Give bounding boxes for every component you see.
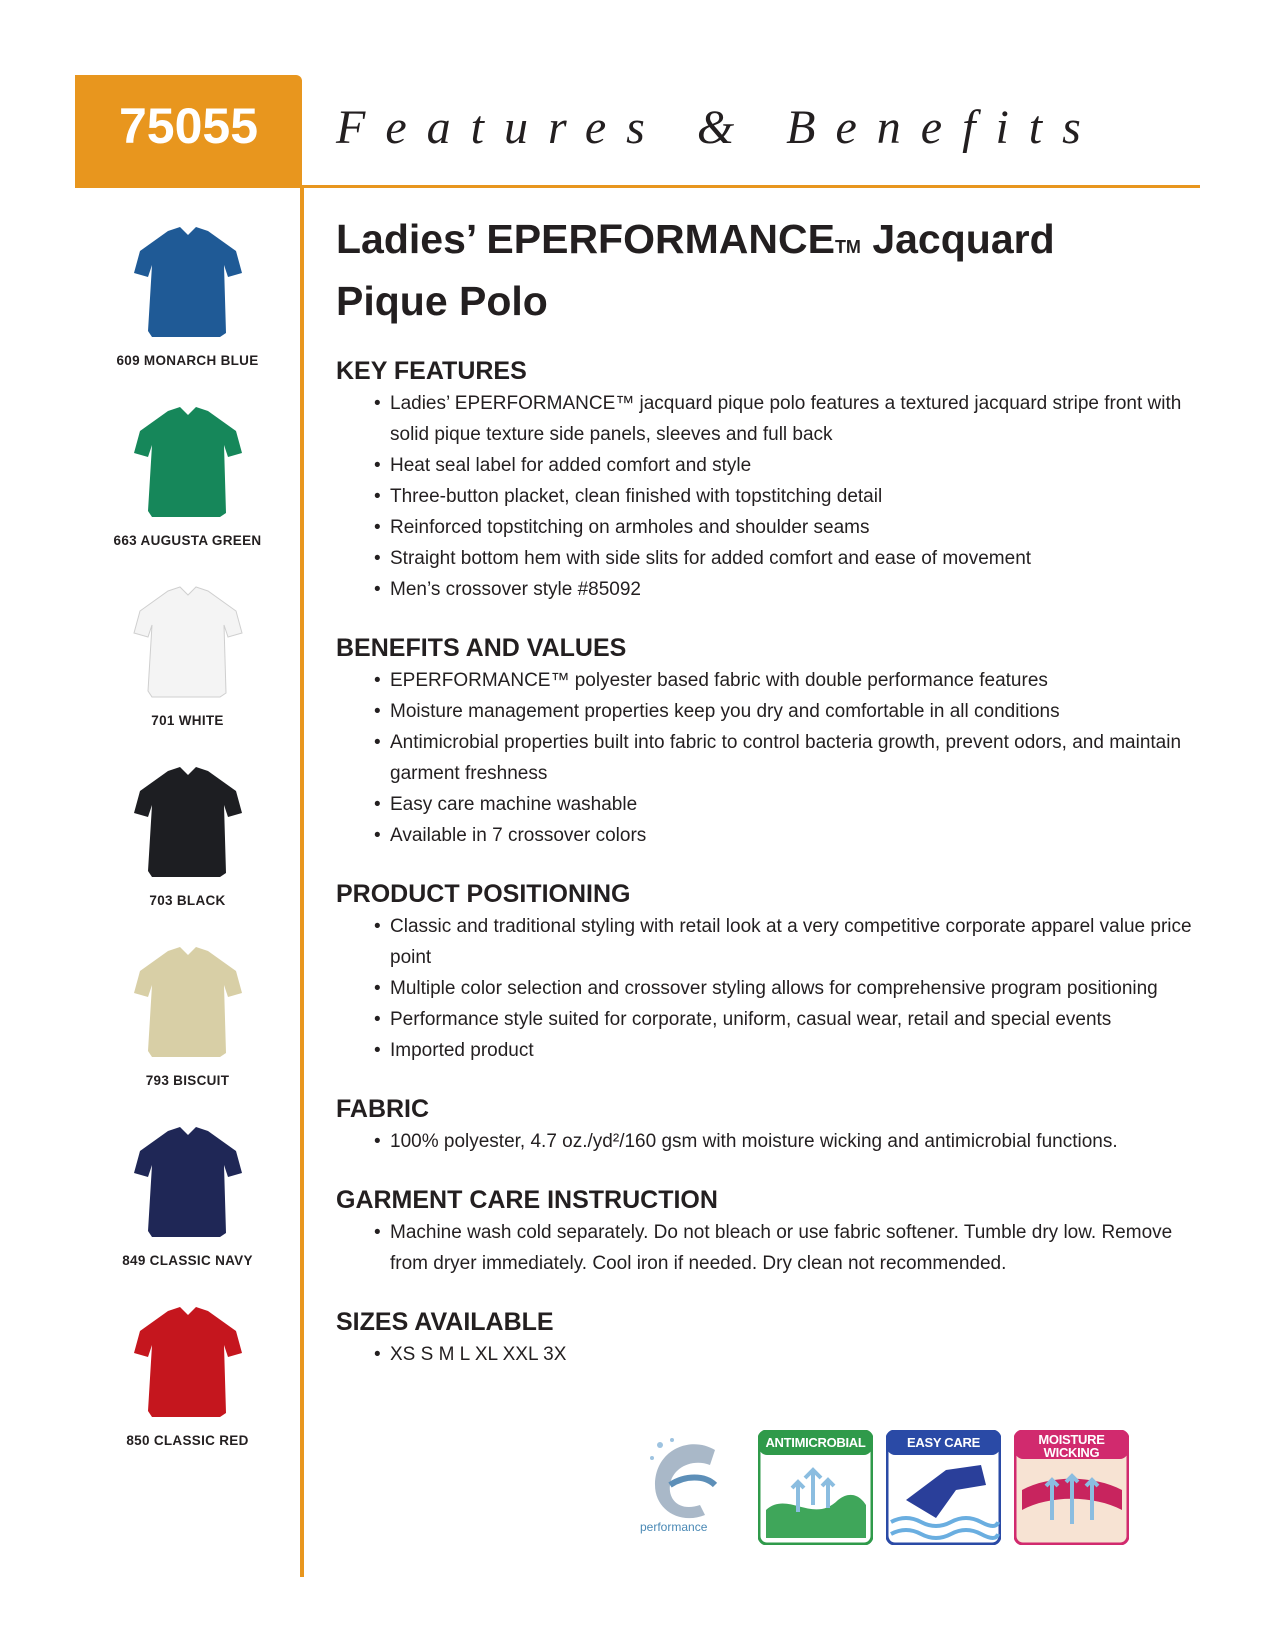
main-content (336, 212, 1196, 1370)
eperformance-logo-text: performance (640, 1520, 708, 1534)
swatch-classic-navy (100, 1125, 275, 1305)
trademark-mark: TM (834, 237, 861, 257)
bullet-list (336, 665, 1196, 851)
swatch-label: 663 AUGUSTA GREEN (113, 533, 262, 548)
polo-shirt-icon (128, 945, 248, 1065)
bullet-item: • Classic and traditional styling with retail look at a very competitive corporate apparel value price point (374, 911, 1196, 973)
section-heading: SIZES AVAILABLE (336, 1308, 554, 1336)
bullet-list (336, 911, 1196, 1066)
bullet-item: • Performance style suited for corporate, uniform, casual wear, retail and special events (374, 1004, 1196, 1035)
bullet-item: • Machine wash cold separately. Do not bleach or use fabric softener. Tumble dry low. Remove from dryer immediately. Cool iron if needed. Dry clean not recommended. (374, 1217, 1196, 1279)
polo-shirt-icon (128, 1305, 248, 1425)
section-care (336, 1185, 1196, 1279)
bullet-item: • Multiple color selection and crossover styling allows for comprehensive program positioning (374, 973, 1196, 1004)
easy-care-badge (886, 1430, 1001, 1545)
style-number: 75055 (118, 98, 259, 154)
swatch-label: 849 CLASSIC NAVY (122, 1253, 253, 1268)
moisture-label-line1: MOISTURE (1038, 1432, 1105, 1447)
bullet-item: • Reinforced topstitching on armholes and shoulder seams (374, 512, 1196, 543)
swatch-biscuit (100, 945, 275, 1125)
polo-shirt-icon (128, 765, 248, 885)
section-sizes (336, 1307, 1196, 1370)
polo-shirt-icon (128, 1125, 248, 1245)
section-fabric (336, 1094, 1196, 1157)
section-heading: FABRIC (336, 1095, 430, 1123)
section-heading: KEY FEATURES (336, 357, 527, 385)
swatch-label: 850 CLASSIC RED (126, 1433, 249, 1448)
product-title-part1: Ladies’ EPERFORMANCE (336, 216, 835, 262)
product-title-line2: Pique Polo (336, 278, 548, 324)
swatch-classic-red (100, 1305, 275, 1485)
bullet-item: • XS S M L XL XXL 3X (374, 1339, 1196, 1370)
section-positioning (336, 879, 1196, 1066)
polo-shirt-icon (128, 405, 248, 525)
polo-shirt-icon (128, 585, 248, 705)
moisture-label-line2: WICKING (1043, 1445, 1100, 1460)
bullet-item: • Ladies’ EPERFORMANCE™ jacquard pique polo features a textured jacquard stripe front with solid pique texture side panels, sleeves and full back (374, 388, 1196, 450)
bullet-list (336, 388, 1196, 605)
bullet-list (336, 1126, 1196, 1157)
swatch-label: 701 WHITE (151, 713, 224, 728)
bullet-item: • Easy care machine washable (374, 789, 1196, 820)
swatch-label: 793 BISCUIT (145, 1073, 230, 1088)
swatch-black (100, 765, 275, 945)
style-number-tab (75, 75, 302, 187)
antimicrobial-badge (758, 1430, 873, 1545)
bullet-item: • Men’s crossover style #85092 (374, 574, 1196, 605)
section-heading: GARMENT CARE INSTRUCTION (336, 1186, 718, 1214)
bullet-item: • Heat seal label for added comfort and style (374, 450, 1196, 481)
bullet-item: • Imported product (374, 1035, 1196, 1066)
bullet-item: • EPERFORMANCE™ polyester based fabric with double performance features (374, 665, 1196, 696)
swatch-augusta-green (100, 405, 275, 585)
bullet-item: • Three-button placket, clean finished with topstitching detail (374, 481, 1196, 512)
swatch-label: 609 MONARCH BLUE (116, 353, 259, 368)
product-title (336, 212, 1196, 328)
bullet-item: • Moisture management properties keep you dry and comfortable in all conditions (374, 696, 1196, 727)
section-heading: BENEFITS AND VALUES (336, 634, 627, 662)
product-title-part2: Jacquard (860, 216, 1055, 262)
vertical-divider (300, 187, 304, 1577)
section-benefits (336, 633, 1196, 851)
eperformance-logo (630, 1430, 745, 1545)
section-key-features (336, 356, 1196, 605)
bullet-item: • Straight bottom hem with side slits for added comfort and ease of movement (374, 543, 1196, 574)
bullet-item: • Available in 7 crossover colors (374, 820, 1196, 851)
swatch-label: 703 BLACK (149, 893, 226, 908)
polo-shirt-icon (128, 225, 248, 345)
moisture-wicking-label (1014, 1433, 1129, 1459)
bullet-list (336, 1217, 1196, 1279)
horizontal-divider (75, 185, 1200, 188)
moisture-wicking-badge (1014, 1430, 1129, 1545)
feature-logos (630, 1430, 1150, 1550)
swatch-white (100, 585, 275, 765)
section-heading: PRODUCT POSITIONING (336, 880, 631, 908)
antimicrobial-label: ANTIMICROBIAL (765, 1435, 866, 1450)
page-title: Features & Benefits (336, 101, 1101, 154)
bullet-list (336, 1339, 1196, 1370)
swatch-monarch-blue (100, 225, 275, 405)
color-swatch-list (100, 225, 275, 1485)
bullet-item: • 100% polyester, 4.7 oz./yd²/160 gsm with moisture wicking and antimicrobial functions. (374, 1126, 1196, 1157)
bullet-item: • Antimicrobial properties built into fabric to control bacteria growth, prevent odors, and maintain garment freshness (374, 727, 1196, 789)
easy-care-label: EASY CARE (907, 1435, 980, 1450)
